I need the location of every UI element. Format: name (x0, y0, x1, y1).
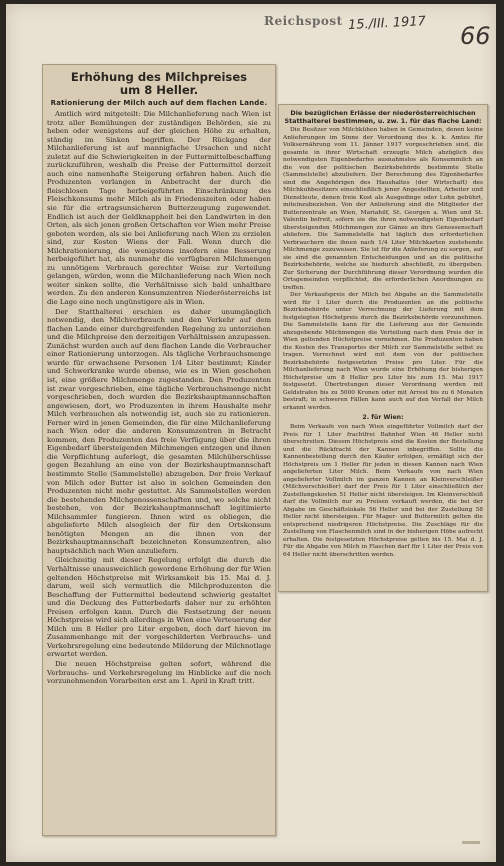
article-headline (47, 71, 271, 97)
headline-line-1: Erhöhung des Milchpreises (70, 70, 248, 84)
sheet-corner-mark (462, 841, 480, 844)
article-paragraph: Der Statthalterei erschien es daher unumgänglich notwendig, den Milchverbrauch und den Verkehr auf dem flachen Lande einer durchgreifenden Regelung zu unterziehen und die Milchpreise den derzeitigen Verhältnissen anzupassen. Zunächst wurden auch auf dem flachen Lande die Verbraucher einer Rationierung unterzogen. Als tägliche Verbrauchsmenge wurde für erwachsene Personen 1/4 Liter bestimmt; Kinder und Schwerkranke wurde ebenso, wie es in Wien geschehen ist, eine größere Milchmenge zugestanden. Den Produzenten ist zwar vorgeschrieben, eine tägliche Verbrauchsmenge nicht vorgeschrieben, doch wurden die Bezirkshauptmannschaften angewiesen, dort, wo Produzenten in ihrem Haushalte mehr Milch verbrauchen als notwendig ist, auch sie zu rationieren. Ferner wird in jenen Gemeinden, die für eine Milchanlieferung nach Wien oder die anderen Konsumzentren in Betracht kommen, den Produzenten das freie Verfügung über die ihren Eigenbedarf übersteigenden Milchmengen entzogen und ihnen die Verpflichtung auferlegt, die gesamten Milchüberschüsse gegen Bezahlung an eine von der Bezirkshauptmannschaft bestimmte Stelle (Sammelstelle) abzugeben. Der freie Verkauf von Milch oder Butter ist also in solchen Gemeinden den Produzenten nicht mehr gestattet. Als Sammelstellen werden die bestehenden Milchgenossenschaften und, wo solche nicht bestehen, von der Bezirkshauptmannschaft legitimierte Milchsammler fungieren. Ihnen wird es obliegen, die abgelieferte Milch alsogleich der für den Ortskonsum benötigten Mengen an die ihnen von der Bezirkshauptmannschaft bezeichneten Konsumzentren, also hauptsächlich nach Wien anzuliefern. (47, 307, 271, 555)
handwritten-date: 15./III. 1917 (347, 14, 427, 34)
headline-line-2: um 8 Heller. (119, 83, 199, 97)
article-paragraph: Die neuen Höchstpreise gelten sofort, während die Verbrauchs- und Verkehrsregelung im Hinblicke auf die noch vorzunehmenden Vorarbeiten erst am 1. April in Kraft tritt. (47, 660, 271, 686)
archive-sheet (6, 4, 496, 862)
article-paragraph: Amtlich wird mitgeteilt: Die Milchanlieferung nach Wien ist trotz aller Bemühungen der zuständigen Behörden, sie zu heben oder wenigstens auf der gleichen Höhe zu erhalten, ständig im Sinken begriffen. Der Rückgang der Milchanlieferung ist auf mannigfache Ursachen und nicht zuletzt auf die Schwierigkeiten in der Futtermittelbeschaffung zurückzuführen, weshalb die Preise der Futtermittel derzeit auch eine namenhafte Steigerung erfahren haben. Auch die Produzenten verlangen in Anbetracht der durch die fleischlosen Tage herbeigeführten Einschränkung des Fleischkonsums mehr Milch als in Friedenszeiten oder haben sie für die ertragsunsicheren Butterzeugung zugewendet. Endlich ist auch der Geldknappheit bei den Landwirten in den Orten, als sich jenen großen Ortschaften vor Wien mehr Preise geboten werden, als sie bei Anlieferung nach Wien zu erzielen sind, zur Kosten Wiens der Fall. Wenn durch die Milchrationierung, die wenigstens insofern eine Besserung herbeigeführt hat, als nunmehr die verfügbaren Milchmengen zu unnötigem Verbrauch gerechter Weise zur Verteilung gelangen, würden, wenn die Milchanlieferung nach Wien noch weiter sinken sollte, die Verhältnisse sich bald unhaltbare werden. Zu den anderen Konsumzentren Niederösterreichs ist die Lage eine noch ungünstigere als in Wien. (47, 110, 271, 307)
newspaper-source-stamp: Reichspost (264, 14, 343, 28)
decree-paragraph: Die Besitzer von Milchkühen haben in Gemeinden, denen keine Anlieferungen im Sinne der Verordnung des k. k. Amtes für Volksernährung vom 11. Jänner 1917 vorgeschrieben sind, die gesamte in ihrer Wirtschaft erzeugte Milch abzüglich des notwendigsten Eigenbedarfes ausnahmslos als Konsummilch an die von der politischen Bezirksbehörde bestimmte Stelle (Sammelstelle) abzuliefern. Der Berechnung des Eigenbedarfes sind die Angehörigen des Haushaltes (der Wirtschaft) des Milchkuhbesitzers einschließlich jener Angestellten, Arbeiter und Dienstleute, denen freie Kost als Ausgedinge oder Lohn gebührt, miteinzubeziehen. Von der Anlieferung sind die Mitglieder der Butterzentrale an Wien, Mariahilf, St. Georgen a. Wien und St. Valentin befreit, sofern sie die ihren notwendigsten Eigenbedarf übersteigenden Milchmengen zur Gänze an ihre Genossenschaft abliefern. Die Sammelstelle hat täglich den erforderlichen Verbrauchern die ihnen nach 1/4 Liter Milchkarten zustehende Milchmenge zuzuweisen. Sie ist für die Anlieferung zu sorgen, auf sie sind die genannten Entscheidungen und an die politische Bezirksbehörde, welche sie hiedurch abschließt, zu übergeben. Zur Sicherung der Durchführung dieser Verordnung wurden die Ortsgemeinden verpflichtet, die erforderlichen Anordnungen zu treffen. (283, 127, 483, 291)
left-newspaper-clipping (42, 64, 276, 836)
article-subheading: Rationierung der Milch auch auf dem flachen Lande. (50, 99, 268, 107)
handwritten-page-number: 66 (460, 22, 491, 50)
article-paragraph: Gleichzeitig mit dieser Regelung erfolgt die durch die Verhältnisse unausweichlich gewordene Erhöhung der für Wien geltenden Höchstpreise mit Wirksamkeit bis 15. Mai d. J. darum, weil sich vermutlich die Milchproduzenten die Beschaffung der Futtermittel bedeutend schwierig gestaltet und die Deckung des Futterbedarfs daher nur zu erhöhten Preisen erfolgen kann. Durch die Festsetzung der neuen Höchstpreise wird sich allerdings in Wien eine Verteuerung der Milch um 8 Heller pro Liter ergeben, doch darf hievon im Zusammenhange mit der vorgeschilderten Verbrauchs- und Verkehrsregelung eine bedeutende Milderung der Milchnotlage erwartet werden. (47, 556, 271, 659)
decree-section-heading: 2. für Wien: (362, 414, 404, 421)
decree-headline: Die bezüglichen Erlässe der niederösterreichischen Statthalterei bestimmen, u. zw. 1. für das flache Land: (284, 109, 482, 125)
decree-paragraph: Beim Verkaufe von nach Wien eingeführter Vollmilch darf der Preis für 1 Liter frachtfrei Bahnhof Wien 46 Heller nicht überschreiten. Diesem Höchstpreis sind die Kosten der Bestellung und die Rückfracht der Kannen inbegriffen. Sollte die Kannenbestellung durch den Käufer erfolgen, ermäßigt sich der Höchstpreis um 1 Heller für jeden in diesen Kannen nach Wien angelieferten Liter Milch. Beim Verkaufe von nach Wien angelieferter Vollmilch im ganzen Kannen an Kleinverschleißer (Milchverschleißer) darf der Preis für 1 Liter einschließlich der Zustellungskosten 51 Heller nicht übersteigen. Im Kleinverschleiß darf die Vollmilch nur zu Preisen verkauft werden, die bei der Abgabe im Geschäftslokale 56 Heller und bei der Zustellung 58 Heller nicht übersteigen. Für Mager- und Buttermilch gelten die entsprechend niedrigeren Höchstpreise. Die Zuschläge für die Zustellung von Flaschenmilch sind in der bisherigen Höhe aufrecht erhalten. Die festgesetzten Höchstpreise gelten bis 15. Mai d. J. Für die Abgabe von Milch in Flaschen darf für 1 Liter der Preis von 64 Heller nicht überschritten werden. (283, 424, 483, 558)
decree-paragraph: Der Verkaufspreis der Milch bei Abgabe an die Sammelstelle wird für 1 Liter durch die Produzenten an die politische Bezirksbehörde unter Verrechnung der Lieferung mit dem festgelegten Höchstpreis durch die Bezirksbehörde vorzunehmen. Die Sammelstelle kann für die Lieferung aus der Gemeinde abzugebende Milchmengen die Verteilung nach dem Preis der in Wien geltenden Höchstpreise vornehmen. Die Produzenten haben die Kosten des Transportes der Milch zur Sammelstelle selbst zu tragen. Verrechnet wird mit dem von der politischen Bezirksbehörde festgesetzten Preise pro Liter. Für die Milchanlieferung nach Wien wurde eine Erhöhung der bisherigen Höchstpreise um 8 Heller pro Liter bis zum 15. Mai 1917 festgesetzt. Übertretungen dieser Verordnung werden mit Geldstrafen bis zu 5000 Kronen oder mit Arrest bis zu 6 Monaten bestraft; in schweren Fällen kann auch auf den Verfall der Milch erkannt werden. (283, 292, 483, 411)
right-newspaper-clipping (278, 104, 488, 592)
